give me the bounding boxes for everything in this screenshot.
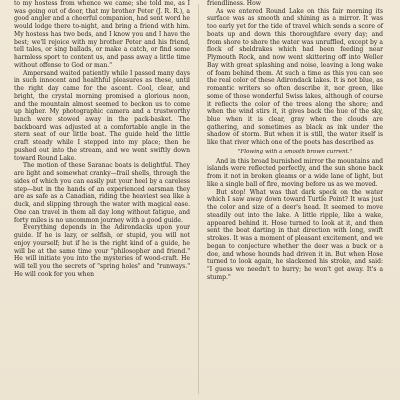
paragraph: Ampersand waited patiently while I passed many days in such innocent and healthful pleasures as these, until the right day came for the ascent. Cool, clear, and bright, the crystal morning promised a glorious noon, and the mountain almost seemed to beckon us to come up higher. My photographic camera and a trustworthy lunch were stowed away in the pack-basket. The backboard was adjusted at a comfortable angle in the stern seat of our little boat. The guide held the little craft steady while I stepped into my place; then he pushed out into the stream, and we went swiftly down toward Round Lake. — [14, 69, 190, 162]
paragraph: But stop! What was that dark speck on the water which I saw away down toward Turtle Point? It was just the color and size of a deer's head. It seemed to move steadily out into the lake. A little ripple, like a wake, appeared behind it. Hose turned to look at it, and then sent the boat darting in that direction with long, swift strokes. It was a moment of pleasant excitement, and we began to conjecture whether the deer was a buck or a doe, and whose hounds had driven it in. But when Hose turned to look again, he slackened his stroke, and said: "I guess we needn't to hurry; he won't get away. It's a stump." — [207, 188, 383, 281]
left-text-column — [14, 0, 190, 278]
paragraph: to my hostess from whence we came; she told me, as I was going out of door, that my brother Peter (J. R. R.), a good angler and a cheerful companion, had sent word he would lodge there to-night, and bring a friend with him. My hostess has two beds, and I know you and I have the best; we'll rejoice with my brother Peter and his friend, tell tales, or sing ballads, or make a catch, or find some harmless sport to content us, and pass away a little time without offense to God or man." — [14, 0, 190, 69]
paragraph: And in this broad burnished mirror the mountains and islands were reflected perfectly, and the sun shone back from it not in broken gleams or a wide lane of light, but like a single ball of fire, moving before us as we moved. — [207, 157, 383, 188]
column-divider — [198, 4, 199, 394]
paragraph: As we entered Round Lake on this fair morning its surface was as smooth and shining as a mirror. It was too early yet for the tide of travel which sends a score of boats up and down this thoroughfare every day; and from shore to shore the water was unruffled, except by a flock of sheldrakes which had been feeding near Plymouth Rock, and now went skittering off into Weller Bay with great splashing and noise, leaving a long wake of foam behind them. At such a time as this you can see the real color of these Adirondack lakes. It is not blue, as romantic writers so often describe it, nor green, like some of those wonderful Swiss lakes, although of course it reflects the color of the trees along the shore; and when the wind stirs it, it gives back the hue of the sky, blue when it is clear, gray when the clouds are gathering, and sometimes as black as ink under the shadow of storm. But when it is still, the water itself is like that river which one of the poets has described as — [207, 7, 383, 147]
paragraph: Everything depends in the Adirondacks upon your guide. If he is lazy, or selfish, or stupid, you will not enjoy yourself; but if he is the right kind of a guide, he will be at the same time your "philosopher and friend." He will initiate you into the mysteries of wood-craft. He will tell you the secrets of "spring holes" and "runways." He will cook for you when — [14, 224, 190, 278]
quotation: "Flowing with a smooth brown current." — [237, 148, 353, 155]
paragraph: The motion of these Saranac boats is delightful. They are light and somewhat cranky—frail shells, through the sides of which you can easily put your heel by a careless step—but in the hands of an experienced oarsman they are as safe as a Canadian, riding the heaviest sea like a duck, and slipping through the water with magical ease. One can travel in them all day long without fatigue, and forty miles is no uncommon journey with a good guide. — [14, 162, 190, 224]
paragraph: friendliness. How — [207, 0, 261, 7]
right-text-column — [207, 0, 383, 281]
